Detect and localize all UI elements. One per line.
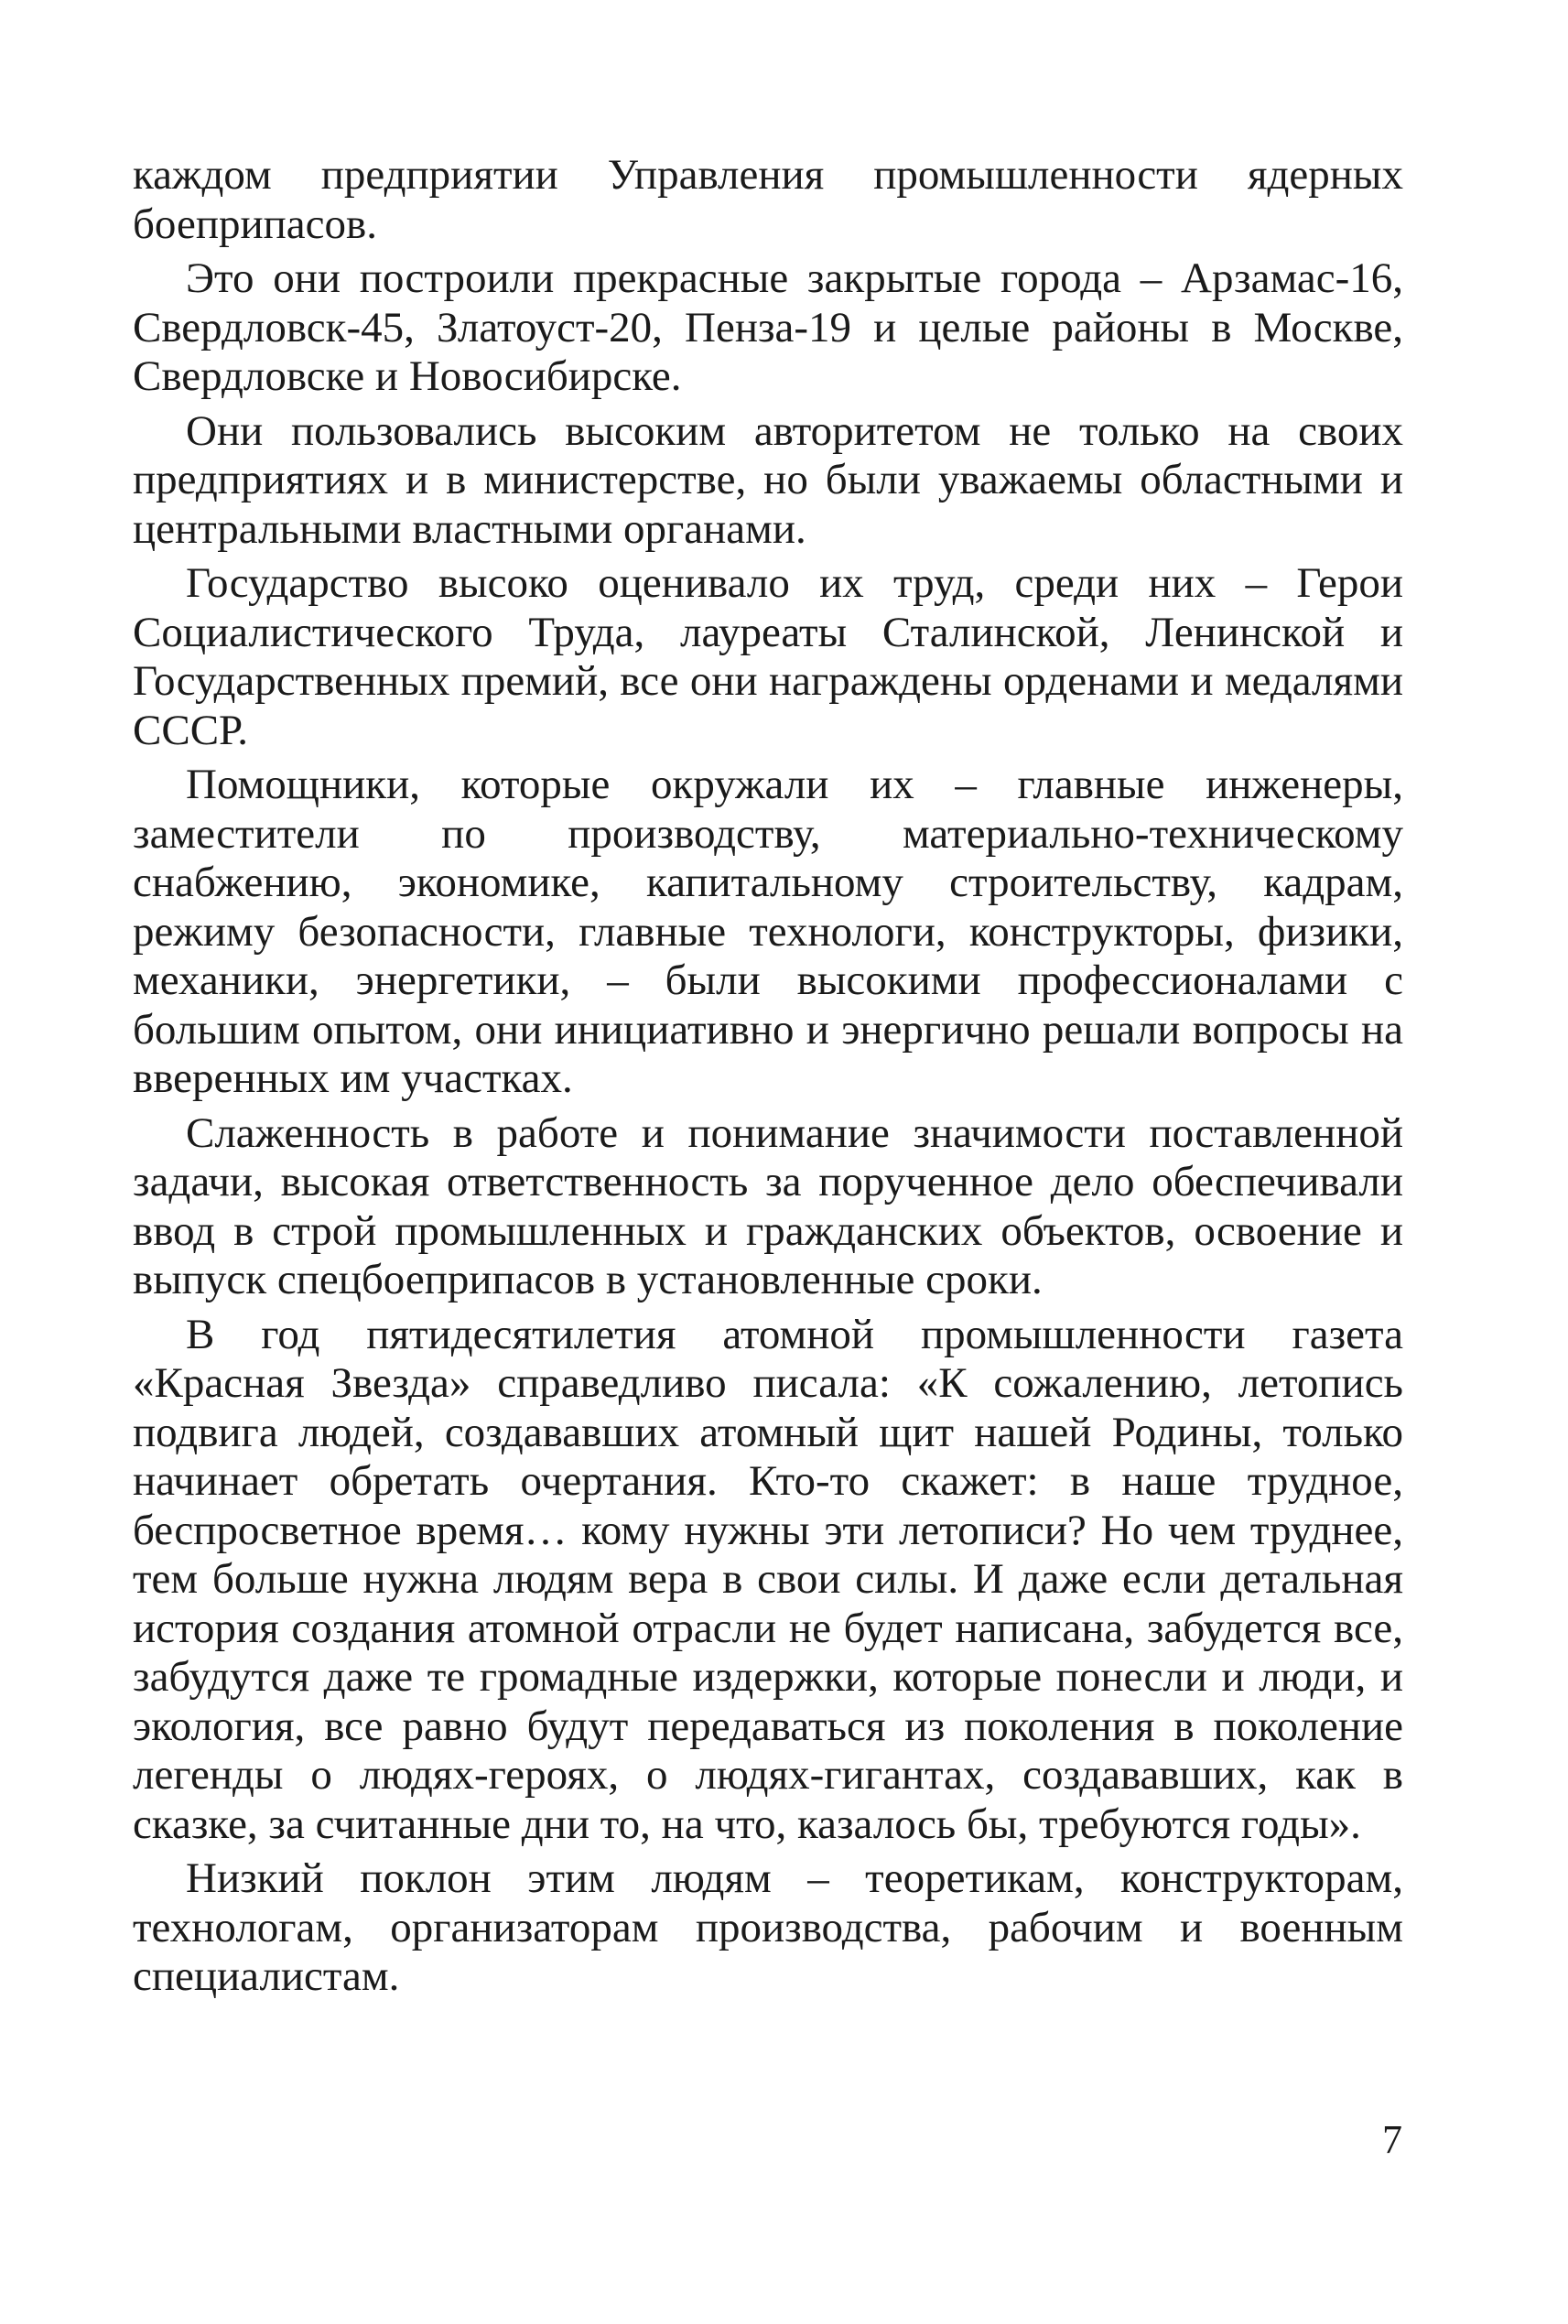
paragraph-state-awards: Государство высоко оценивало их труд, среди них – Герои Социалистического Труда, лауреаты Сталинской, Ленинской и Государственных премий, все они награждены орденами и медалями СССР.	[133, 559, 1403, 754]
paragraph-authority: Они пользовались высоким авторитетом не только на своих предприятиях и в министерстве, но были уважаемы областными и центральными властными органами.	[133, 406, 1403, 553]
paragraph-newspaper-quote: В год пятидесятилетия атомной промышленности газета «Красная Звезда» справедливо писала: «К сожалению, летопись подвига людей, создававших атомный щит нашей Родины, только начинает обретать очертания. Кто-то скажет: в наше трудное, беспросветное время… кому нужны эти летописи? Но чем труднее, тем больше нужна людям вера в свои силы. И даже если детальная история создания атомной отрасли не будет написана, забудется все, забудутся даже те громадные издержки, которые понесли и люди, и экология, все равно будут передаваться из поколения в поколение легенды о людях-героях, о людях-гигантах, создававших, как в сказке, за считанные дни то, на что, казалось бы, требуются годы».	[133, 1310, 1403, 1848]
paragraph-continued: каждом предприятии Управления промышленности ядерных боеприпасов.	[133, 151, 1403, 248]
paragraph-tribute: Низкий поклон этим людям – теоретикам, конструкторам, технологам, организаторам производства, рабочим и военным специалистам.	[133, 1854, 1403, 2000]
paragraph-closed-cities: Это они построили прекрасные закрытые города – Арзамас-16, Свердловск-45, Златоуст-20, Пенза-19 и целые районы в Москве, Свердловске и Новосибирске.	[133, 254, 1403, 400]
page-number: 7	[1382, 2117, 1402, 2162]
paragraph-assistants: Помощники, которые окружали их – главные инженеры, заместители по производству, материально-техническому снабжению, экономике, капитальному строительству, кадрам, режиму безопасности, главные технологи, конструкторы, физики, механики, энергетики, – были высокими профессионалами с большим опытом, они инициативно и энергично решали вопросы на вверенных им участках.	[133, 761, 1403, 1102]
page-body	[133, 151, 1403, 2007]
paragraph-coordination: Слаженность в работе и понимание значимости поставленной задачи, высокая ответственность за порученное дело обеспечивали ввод в строй промышленных и гражданских объектов, освоение и выпуск спецбоеприпасов в установленные сроки.	[133, 1108, 1403, 1303]
